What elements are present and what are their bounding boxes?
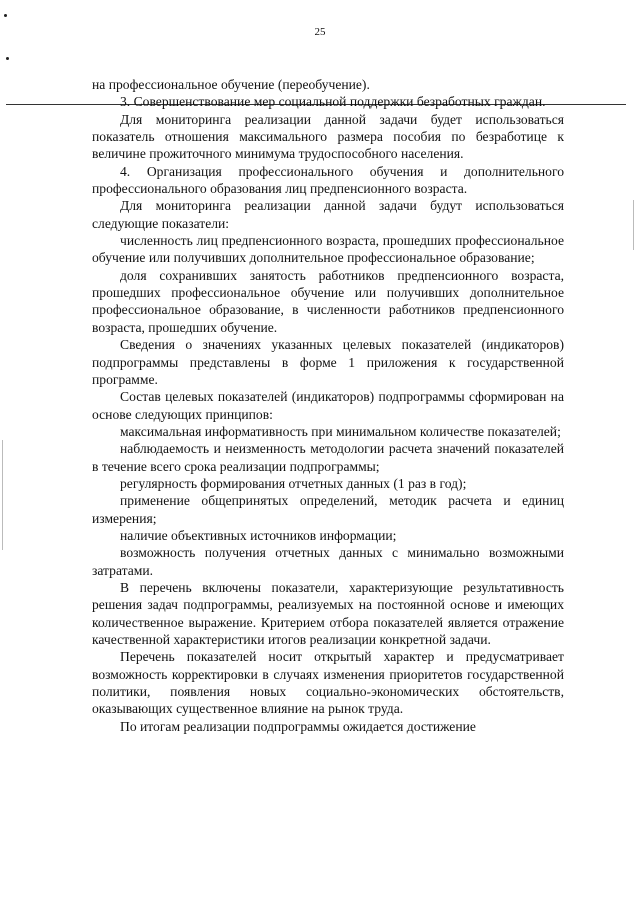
- paragraph: Перечень показателей носит открытый характер и предусматривает возможность корректировки в случаях изменения приоритетов государственной политики, появления новых социально-экономических обстоятельств, оказывающих существенное влияние на рынок труда.: [92, 649, 564, 717]
- scan-dot: [6, 57, 9, 60]
- paragraph: регулярность формирования отчетных данных (1 раз в год);: [120, 475, 467, 491]
- paragraph: доля сохранивших занятость работников предпенсионного возраста, прошедших профессиональное обучение или получивших дополнительное профессиональное образование, в численности работников предпенсионного возраста, прошедших обучение.: [92, 267, 564, 335]
- scan-edge-mark: [633, 200, 634, 250]
- paragraph: наличие объективных источников информации;: [120, 527, 397, 543]
- paragraph: Для мониторинга реализации данной задачи будут использоваться следующие показатели:: [92, 198, 564, 231]
- paragraph: Для мониторинга реализации данной задачи будет использоваться показатель отношения максимального размера пособия по безработице к величине прожиточного минимума трудоспособного населения.: [92, 111, 564, 162]
- paragraph: Сведения о значениях указанных целевых показателей (индикаторов) подпрограммы представлены в форме 1 приложения к государственной программе.: [92, 337, 564, 387]
- paragraph: применение общепринятых определений, методик расчета и единиц измерения;: [92, 493, 564, 526]
- paragraph: 4. Организация профессионального обучения и дополнительного профессионального образования лиц предпенсионного возраста.: [92, 163, 564, 197]
- page-number: 25: [314, 26, 326, 38]
- paragraph: Состав целевых показателей (индикаторов) подпрограммы сформирован на основе следующих принципов:: [92, 389, 564, 422]
- paragraph: максимальная информативность при минимальном количестве показателей;: [120, 423, 561, 439]
- scan-dot: [4, 14, 7, 17]
- paragraph: наблюдаемость и неизменность методологии расчета значений показателей в течение всего срока реализации подпрограммы;: [92, 441, 564, 474]
- paragraph: численность лиц предпенсионного возраста, прошедших профессиональное обучение или получивших дополнительное профессиональное образование;: [92, 233, 564, 266]
- paragraph: на профессиональное обучение (переобучение).: [92, 77, 370, 92]
- paragraph: возможность получения отчетных данных с минимально возможными затратами.: [92, 545, 564, 578]
- paragraph: В перечень включены показатели, характеризующие результативность решения задач подпрограммы, реализуемых на постоянной основе и имеющих количественное выражение. Критерием отбора показателей является отражение качественной характеристики итогов реализации конкретной задачи.: [92, 579, 564, 647]
- body-text: [92, 76, 564, 735]
- paragraph: 3. Совершенствование мер социальной поддержки безработных граждан.: [120, 94, 546, 110]
- paragraph: По итогам реализации подпрограммы ожидается достижение: [120, 718, 476, 734]
- scan-edge-mark: [2, 440, 3, 550]
